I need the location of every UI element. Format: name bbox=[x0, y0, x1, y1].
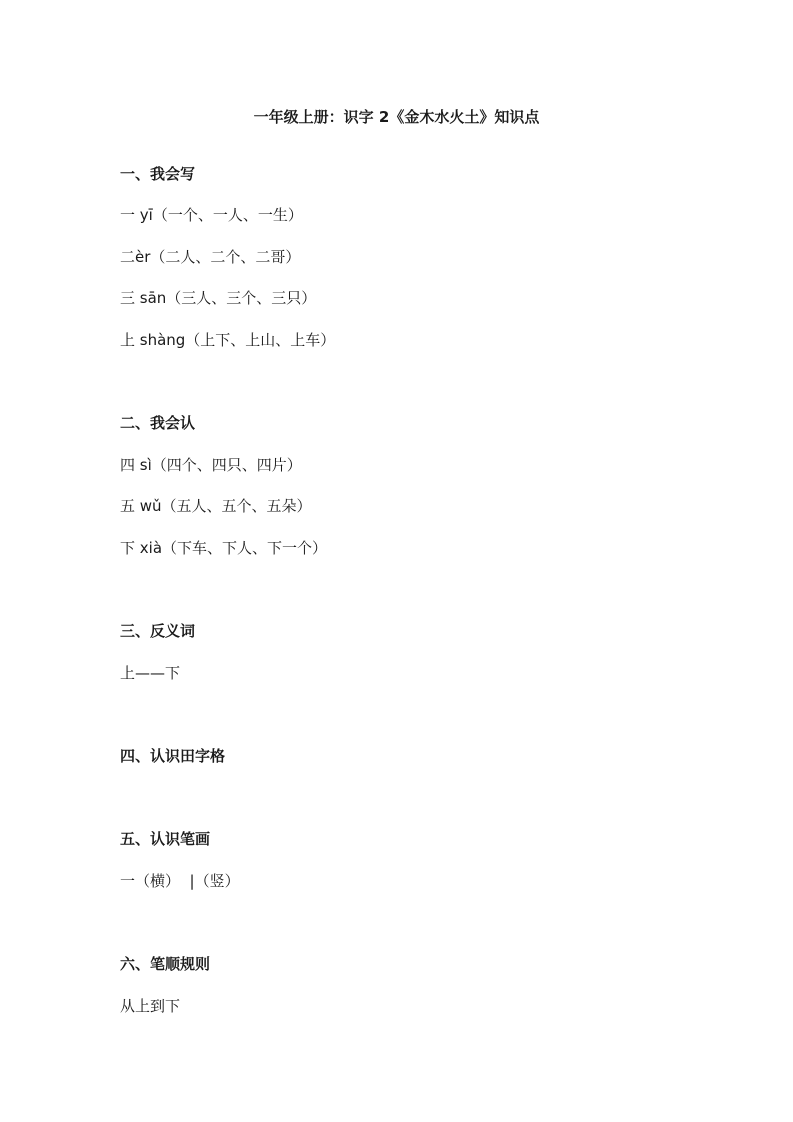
recognize-item-xia: 下 xià（下车、下人、下一个） bbox=[120, 539, 328, 557]
write-item-er: 二èr（二人、二个、二哥） bbox=[120, 248, 301, 266]
section-heading-write: 一、我会写 bbox=[120, 165, 196, 183]
write-item-shang: 上 shàng（上下、上山、上车） bbox=[120, 331, 336, 349]
section-heading-antonyms: 三、反义词 bbox=[120, 622, 196, 640]
section-heading-strokes: 五、认识笔画 bbox=[120, 830, 211, 848]
section-heading-recognize: 二、我会认 bbox=[120, 414, 196, 432]
document-title: 一年级上册：识字 2《金木水火土》知识点 bbox=[253, 108, 540, 126]
write-item-yi: 一 yī（一个、一人、一生） bbox=[120, 206, 303, 224]
section-heading-stroke-order: 六、笔顺规则 bbox=[120, 955, 211, 973]
recognize-item-si: 四 sì（四个、四只、四片） bbox=[120, 456, 302, 474]
recognize-item-wu: 五 wǔ（五人、五个、五朵） bbox=[120, 497, 312, 515]
section-heading-tianzige: 四、认识田字格 bbox=[120, 747, 226, 765]
antonym-pair: 上——下 bbox=[120, 664, 181, 682]
write-item-san: 三 sān（三人、三个、三只） bbox=[120, 289, 317, 307]
stroke-order-rule: 从上到下 bbox=[120, 997, 181, 1015]
stroke-examples: 一（横） |（竖） bbox=[120, 872, 240, 890]
